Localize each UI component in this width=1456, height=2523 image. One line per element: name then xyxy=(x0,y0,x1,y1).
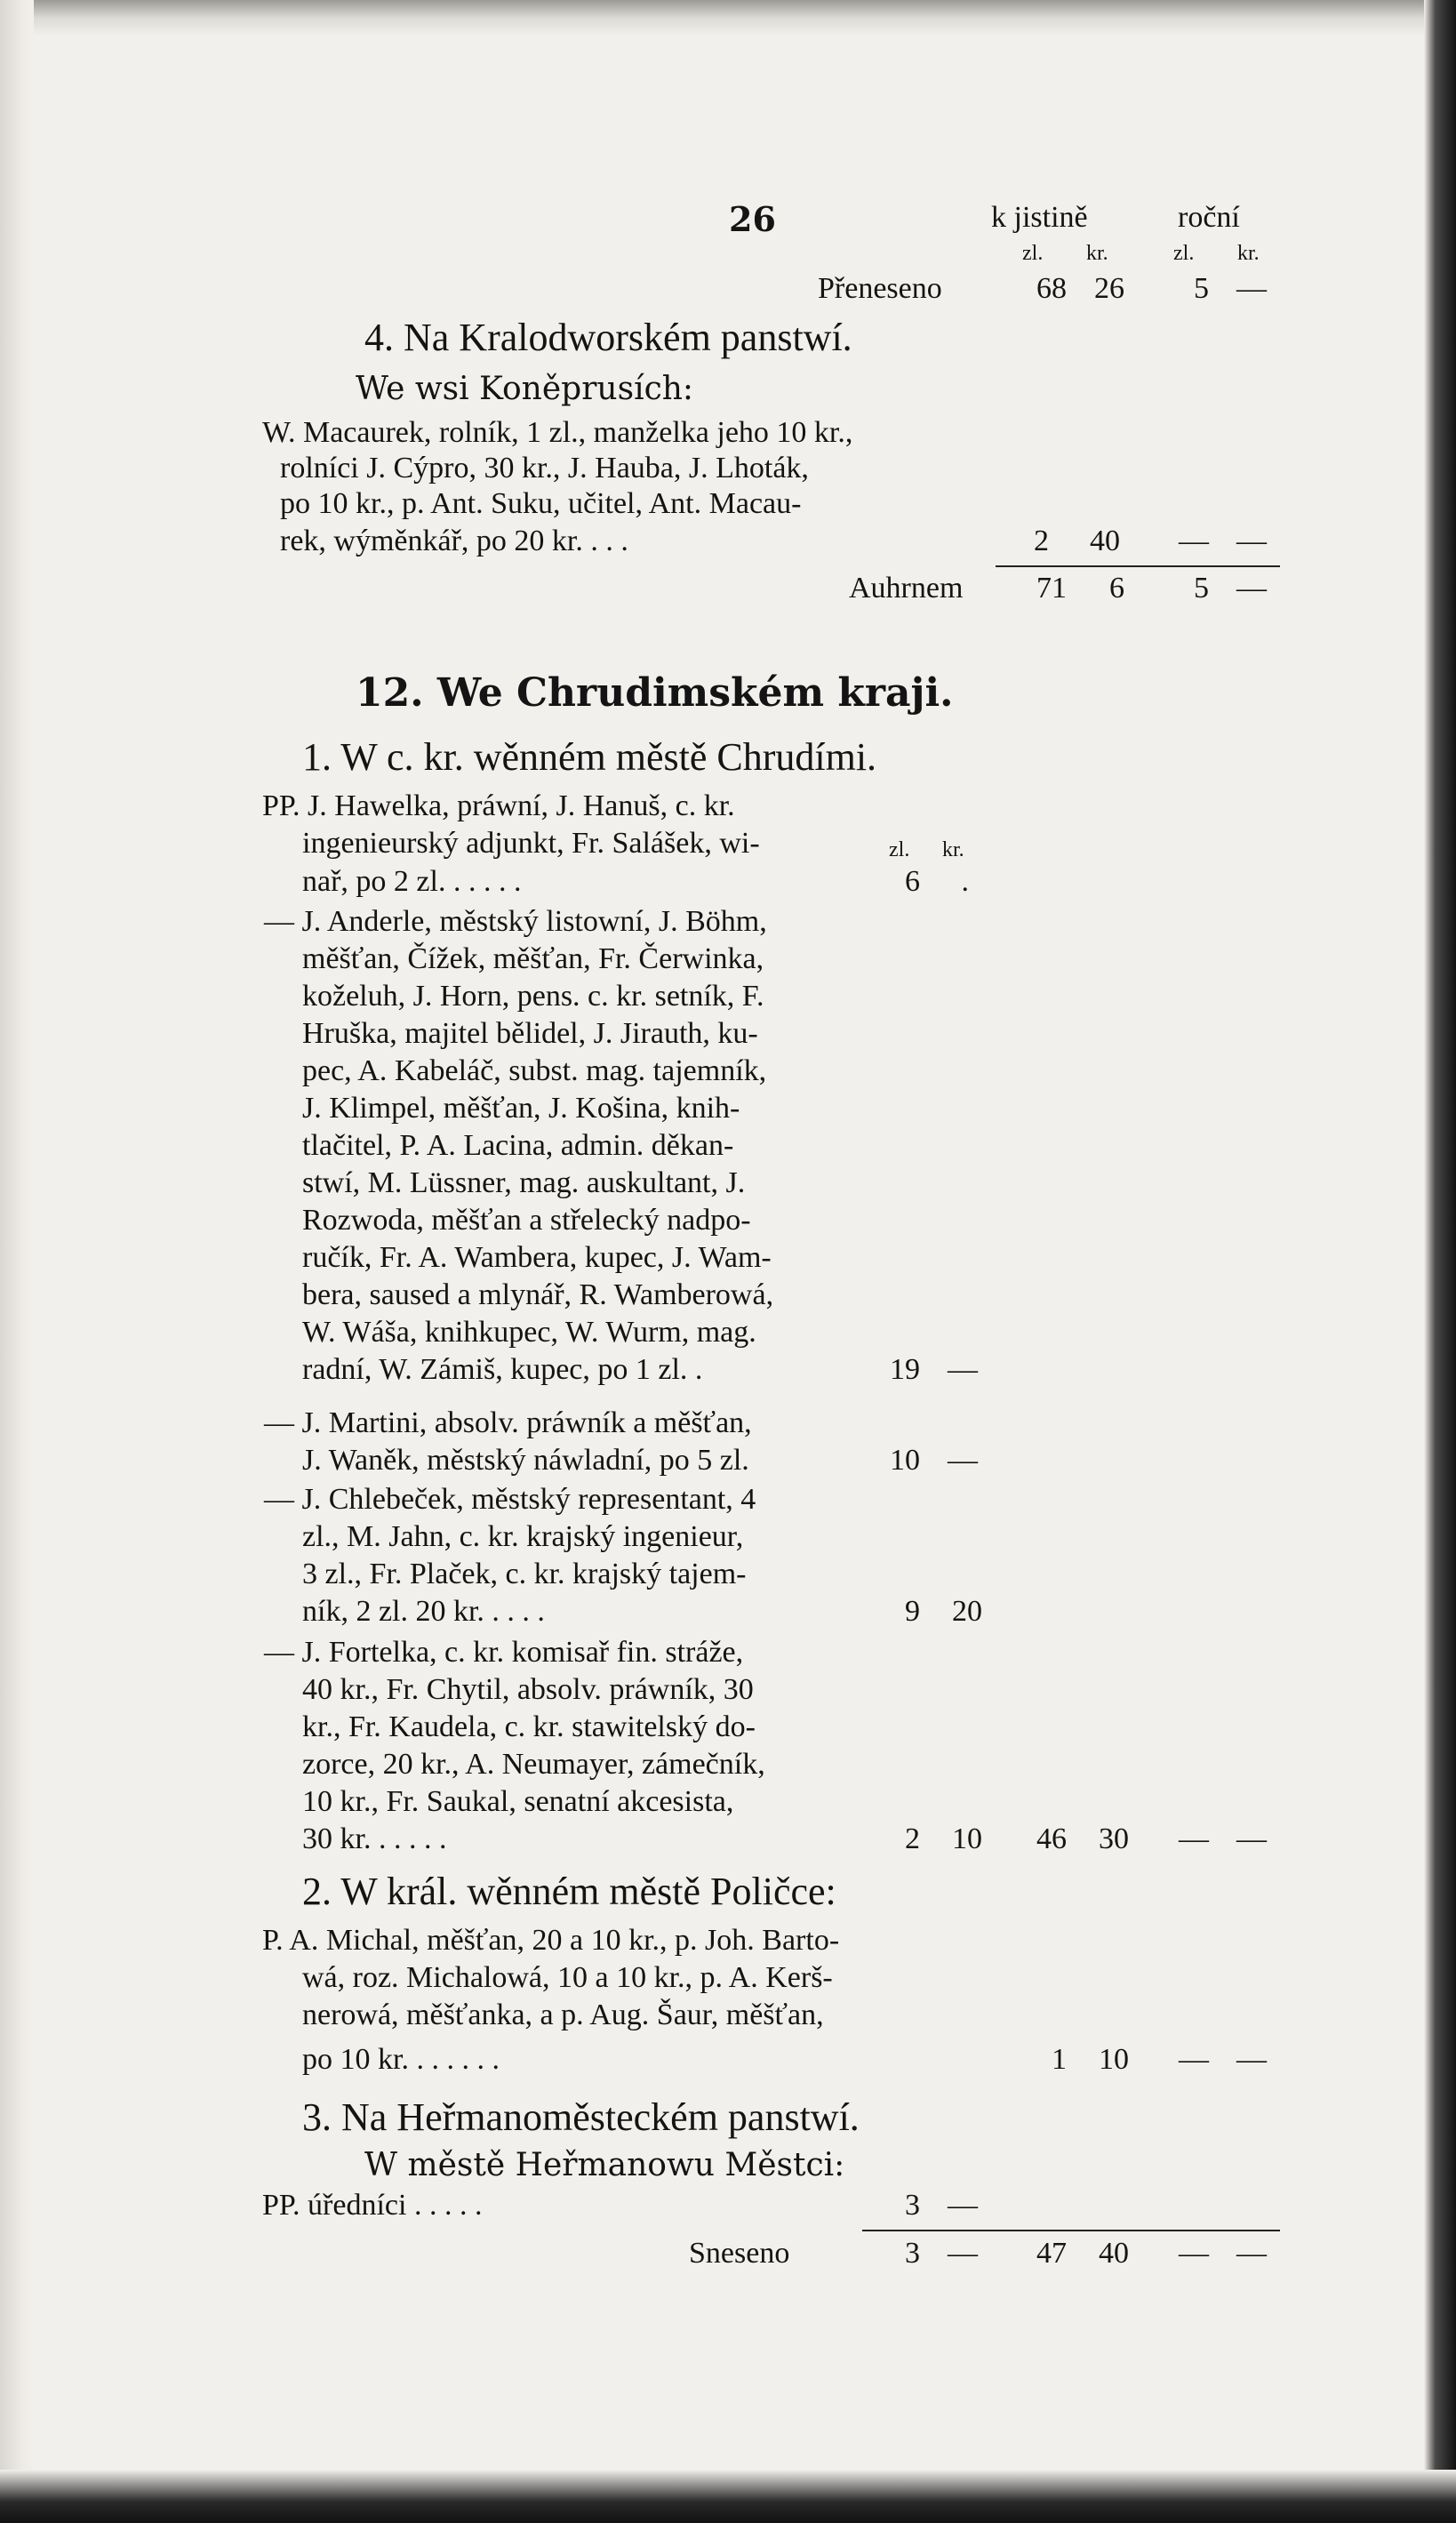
carried-principal-kr: 26 xyxy=(1094,272,1124,305)
text-line: tlačitel, P. A. Lacina, admin. děkan- xyxy=(302,1129,734,1162)
text-line: — J. Fortelka, c. kr. komisař fin. stráže, xyxy=(264,1636,744,1669)
total-principal-zl: 71 xyxy=(1036,572,1067,605)
total-annual-zl: 5 xyxy=(1194,572,1209,605)
text-line: 3 zl., Fr. Plaček, c. kr. krajský tajem- xyxy=(302,1558,747,1590)
unit-annual-kr: kr. xyxy=(1237,242,1260,265)
carried-forward-label: Přeneseno xyxy=(818,272,942,305)
page-bottom-edge xyxy=(0,2470,1456,2523)
carried-over-label: Sneseno xyxy=(689,2237,790,2270)
text-line: po 10 kr., p. Ant. Suku, učitel, Ant. Macau- xyxy=(280,487,802,520)
subtotal-annual-zl: — xyxy=(1179,1822,1209,1855)
amount-kr: — xyxy=(948,1353,978,1386)
amount-zl: 19 xyxy=(890,1353,920,1386)
subtotal-principal-kr: 30 xyxy=(1099,1822,1129,1855)
column-header-principal: k jistině xyxy=(991,201,1088,234)
text-line: zl., M. Jahn, c. kr. krajský ingenieur, xyxy=(302,1520,744,1553)
page-number: 26 xyxy=(729,199,776,239)
footer-sub-kr: — xyxy=(948,2237,978,2270)
unit-annual-zl: zl. xyxy=(1173,242,1195,265)
footer-principal-kr: 40 xyxy=(1099,2237,1129,2270)
footer-sub-zl: 3 xyxy=(905,2237,920,2270)
text-line: J. Klimpel, měšťan, J. Košina, knih- xyxy=(302,1092,740,1125)
text-line: koželuh, J. Horn, pens. c. kr. setník, F. xyxy=(302,980,764,1013)
amount-kr: 20 xyxy=(952,1595,982,1628)
text-line: P. A. Michal, měšťan, 20 a 10 kr., p. Joh. Barto- xyxy=(262,1924,840,1957)
sum-rule xyxy=(996,565,1280,567)
total-annual-kr: — xyxy=(1236,572,1267,605)
amount-zl: 9 xyxy=(905,1595,920,1628)
text-line: Rozwoda, měšťan a střelecký nadpo- xyxy=(302,1204,751,1237)
carried-annual-kr: — xyxy=(1236,272,1267,305)
text-line: nerowá, měšťanka, a p. Aug. Šaur, měšťan, xyxy=(302,1998,824,2031)
carried-annual-zl: 5 xyxy=(1194,272,1209,305)
subtotal-principal-zl: 46 xyxy=(1036,1822,1067,1855)
amount-annual-zl: — xyxy=(1179,2043,1209,2076)
amount-zl: 6 xyxy=(905,865,920,898)
unit-principal-kr: kr. xyxy=(1086,242,1108,265)
text-line: wá, roz. Michalowá, 10 a 10 kr., p. A. Kerš- xyxy=(302,1961,833,1994)
text-line: rolníci J. Cýpro, 30 kr., J. Hauba, J. Lhoták, xyxy=(280,452,809,485)
amount-principal-zl: 1 xyxy=(1052,2043,1067,2076)
text-line: po 10 kr. . . . . . . xyxy=(302,2043,500,2076)
amount-annual-kr: — xyxy=(1236,525,1267,557)
text-line: W. Wáša, knihkupec, W. Wurm, mag. xyxy=(302,1316,756,1349)
unit-kr: kr. xyxy=(942,838,964,861)
amount-zl: 10 xyxy=(890,1444,920,1477)
unit-zl: zl. xyxy=(889,838,910,861)
text-line: ník, 2 zl. 20 kr. . . . . xyxy=(302,1595,545,1628)
text-line: ingenieurský adjunkt, Fr. Salášek, wi- xyxy=(302,827,760,860)
page-top-edge xyxy=(0,0,1456,36)
text-line: stwí, M. Lüssner, mag. auskultant, J. xyxy=(302,1166,746,1199)
text-line: PP. J. Hawelka, práwní, J. Hanuš, c. kr. xyxy=(262,789,735,822)
text-line: 30 kr. . . . . . xyxy=(302,1822,447,1855)
amount-kr: — xyxy=(948,2189,978,2222)
total-principal-kr: 6 xyxy=(1109,572,1124,605)
text-line: kr., Fr. Kaudela, c. kr. stawitelský do- xyxy=(302,1710,756,1743)
page-right-edge xyxy=(1424,0,1456,2523)
text-line: PP. úředníci . . . . . xyxy=(262,2189,483,2222)
subtotal-annual-kr: — xyxy=(1236,1822,1267,1855)
text-line: ručík, Fr. A. Wambera, kupec, J. Wam- xyxy=(302,1241,772,1274)
amount-principal-kr: 10 xyxy=(1099,2043,1129,2076)
village-heading-koneprusy: We wsi Koněprusích: xyxy=(356,371,694,407)
amount-kr: — xyxy=(948,1444,978,1477)
footer-annual-zl: — xyxy=(1179,2237,1209,2270)
text-line: 40 kr., Fr. Chytil, absolv. práwník, 30 xyxy=(302,1673,754,1706)
amount-zl: 2 xyxy=(905,1822,920,1855)
text-line: 10 kr., Fr. Saukal, senatní akcesista, xyxy=(302,1785,734,1818)
amount-zl: 3 xyxy=(905,2189,920,2222)
unit-principal-zl: zl. xyxy=(1022,242,1044,265)
amount-annual-kr: — xyxy=(1236,2043,1267,2076)
region-title-chrudim: 12. We Chrudimském kraji. xyxy=(356,670,954,716)
text-line: — J. Chlebeček, městský representant, 4 xyxy=(264,1483,756,1516)
column-header-annual: roční xyxy=(1178,201,1240,234)
text-line: J. Waněk, městský náwladní, po 5 zl. xyxy=(302,1444,749,1477)
text-line: bera, saused a mlynář, R. Wamberowá, xyxy=(302,1278,774,1311)
text-line: — J. Martini, absolv. práwník a měšťan, xyxy=(264,1406,752,1439)
amount-principal-kr: 40 xyxy=(1090,525,1120,557)
carried-principal-zl: 68 xyxy=(1036,272,1067,305)
section-title-kralodwor: 4. Na Kralodworském panstwí. xyxy=(364,316,852,359)
text-line: W. Macaurek, rolník, 1 zl., manželka jeho 10 kr., xyxy=(262,416,853,449)
town-heading: W městě Heřmanowu Městci: xyxy=(364,2147,845,2183)
amount-kr: 10 xyxy=(952,1822,982,1855)
amount-kr: . xyxy=(961,865,969,898)
sum-rule xyxy=(862,2230,1280,2231)
text-line: pec, A. Kabeláč, subst. mag. tajemník, xyxy=(302,1054,767,1087)
text-line: zorce, 20 kr., A. Neumayer, zámečník, xyxy=(302,1748,765,1781)
page-left-edge xyxy=(0,0,34,2523)
text-line: Hruška, majitel bělidel, J. Jirauth, ku- xyxy=(302,1017,758,1050)
text-line: nař, po 2 zl. . . . . . xyxy=(302,865,522,898)
subsection-title-hermanuv-mestec: 3. Na Heřmanoměsteckém panstwí. xyxy=(302,2095,860,2139)
footer-principal-zl: 47 xyxy=(1036,2237,1067,2270)
subsection-title-policka: 2. W král. wěnném městě Poličce: xyxy=(302,1870,836,1913)
text-line: měšťan, Čížek, měšťan, Fr. Čerwinka, xyxy=(302,942,764,975)
text-line: rek, wýměnkář, po 20 kr. . . . xyxy=(280,525,628,557)
amount-principal-zl: 2 xyxy=(1034,525,1049,557)
amount-annual-zl: — xyxy=(1179,525,1209,557)
text-line: — J. Anderle, městský listowní, J. Böhm, xyxy=(264,905,767,938)
subsection-title-chrudim: 1. W c. kr. wěnném městě Chrudími. xyxy=(302,735,877,779)
text-line: radní, W. Zámiš, kupec, po 1 zl. . xyxy=(302,1353,703,1386)
footer-annual-kr: — xyxy=(1236,2237,1267,2270)
total-label: Auhrnem xyxy=(849,572,964,605)
